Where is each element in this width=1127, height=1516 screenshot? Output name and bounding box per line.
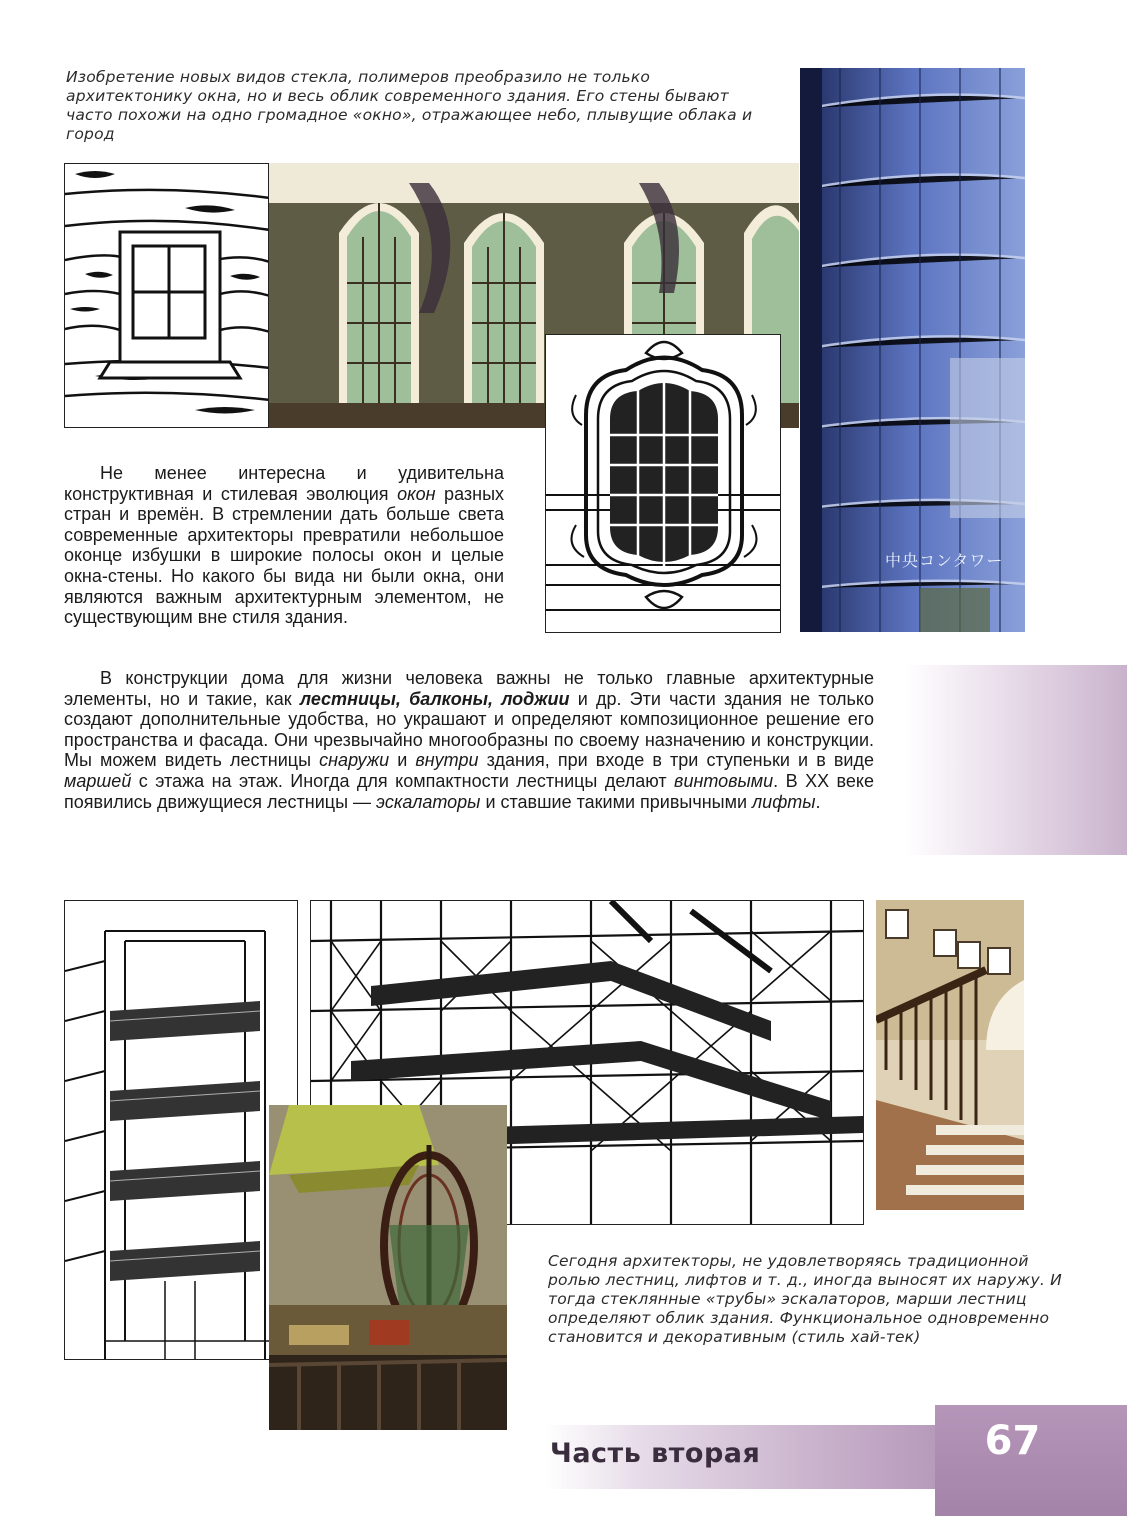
para2-text-2: и др. Эти части здания не только создают дополнительные удобства, но украшают и определяют композиционное решение его пространства и фасада. Они чрезвычайно многообразны по своему назначению и конструкции. Мы можем видеть лестницы (64, 688, 874, 771)
decorative-band (905, 665, 1127, 855)
para2-italic-escalators: эскалаторы (376, 791, 481, 812)
para2-text-8: . (815, 791, 821, 812)
glass-building-photo (800, 68, 1025, 632)
section-title: Часть вторая (550, 1438, 761, 1469)
caption-bottom: Сегодня архитекторы, не удовлетворяясь традиционной ролью лестниц, лифтов и т. д., иногда выносят их наружу. И тогда стеклянные «трубы» эскалаторов, марши лестниц определяют облик здания. Функциональное одновременно становится и декоративным (стиль хай-тек) (548, 1252, 1062, 1346)
para2-text-5: с этажа на этаж. Иногда для компактности лестницы делают (131, 770, 675, 791)
log-cabin-window-drawing (64, 163, 269, 428)
para2-italic-lifts: лифты (752, 791, 816, 812)
para2-bold-elements: лестницы, балконы, лоджии (299, 688, 570, 709)
para2-text-4: здания, при входе в три ступеньки и в виде (478, 750, 875, 771)
para2-italic-outside: снаружи (319, 750, 390, 771)
para2-italic-spiral: винтовыми (674, 770, 774, 791)
page-number: 67 (984, 1418, 1041, 1464)
spiral-staircase-photo (269, 1105, 507, 1430)
caption-top: Изобретение новых видов стекла, полимеров преобразило не только архитектонику окна, но и весь облик современного здания. Его стены бывают часто похожи на одно громадное «окно», отражающее небо, плывущие облака и город (66, 68, 753, 143)
para1-text-1: Не менее интересна и удивительна конструктивная и стилевая эволюция (64, 463, 504, 504)
para2-italic-inside: внутри (415, 750, 479, 771)
stair-tower-drawing (64, 900, 298, 1360)
para2-text-1: В конструкции дома для жизни человека важны не только главные архитектурные элементы, но и такие, как (64, 668, 874, 709)
interior-staircase-photo (876, 900, 1024, 1210)
paragraph-windows (64, 463, 504, 628)
para2-text-6: . В XX веке появились движущиеся лестницы — (64, 770, 874, 812)
baroque-window-drawing (545, 334, 781, 633)
building-sign: 中央コンタワー (885, 551, 1004, 570)
paragraph-stairs (64, 668, 874, 812)
para2-text-3: и (389, 750, 416, 771)
para2-text-7: и ставшие такими привычными (480, 791, 753, 812)
para1-text-2: разных стран и времён. В стремлении дать больше света современные архитекторы превратили небольшое оконце избушки в широкие полосы окон и целые окна-стены. Но какого бы вида ни были окна, они являются важным архитектурным элементом, не существующим вне стиля здания. (64, 483, 505, 628)
para2-italic-flights: маршей (64, 770, 132, 791)
para1-italic-windows: окон (397, 483, 436, 504)
